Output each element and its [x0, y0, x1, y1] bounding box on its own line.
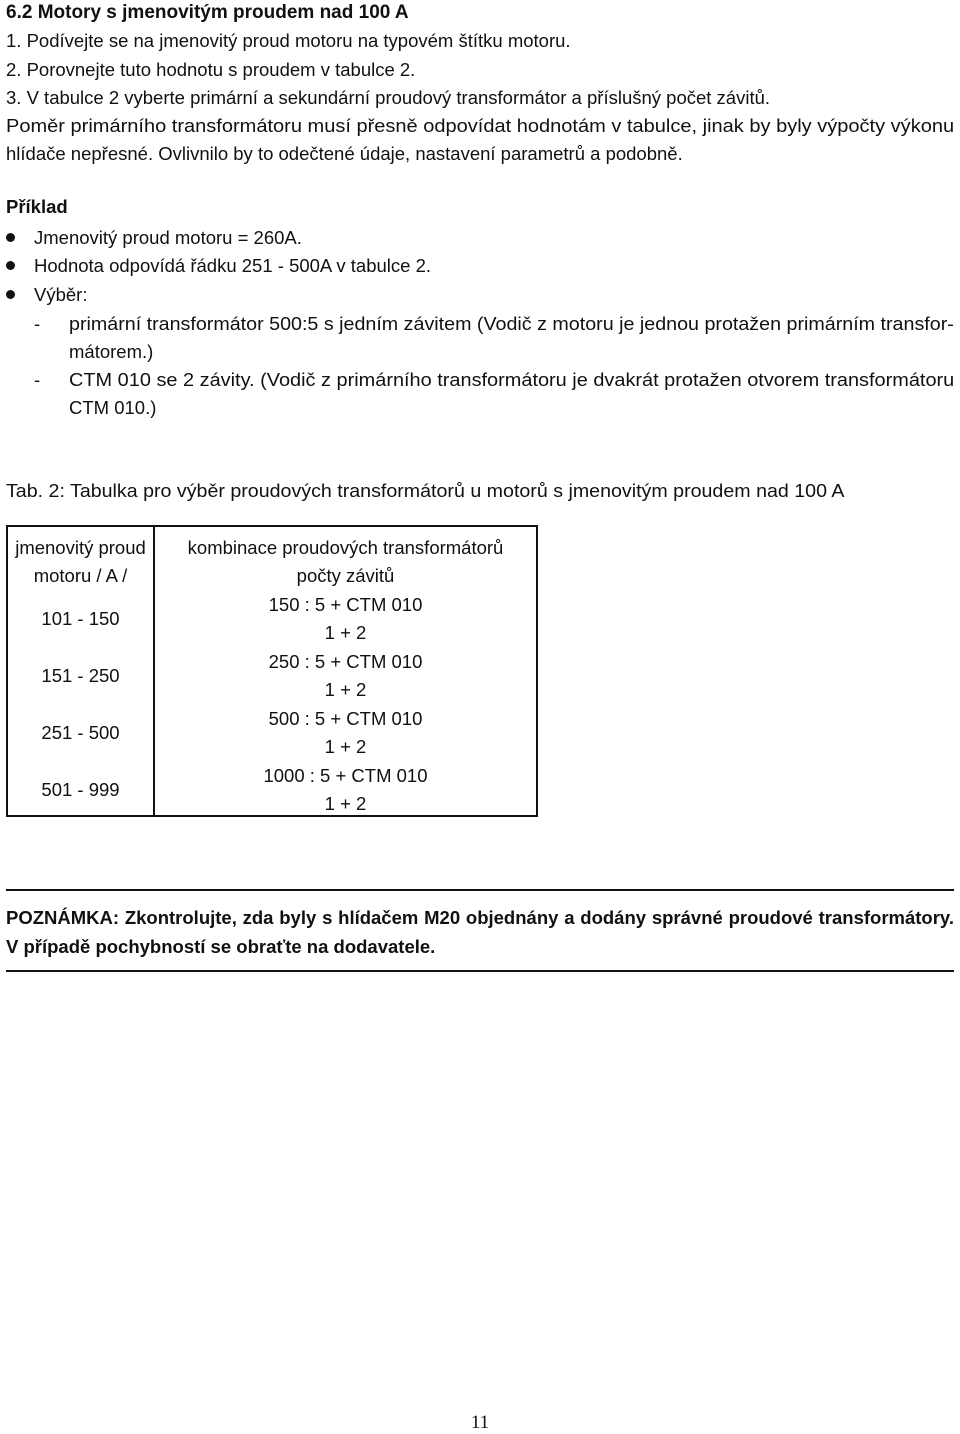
- step-1: 1. Podívejte se na jmenovitý proud motoru na typovém štítku motoru.: [6, 30, 571, 51]
- row-combination: 250 : 5 + CTM 010: [268, 651, 423, 672]
- header-rated-current-line-1: jmenovitý proud: [15, 537, 146, 558]
- sub-item-2-line-1: CTM 010 se 2 závity. (Vodič z primárního transformátoru je dvakrát protažen otvorem transformátoru: [69, 369, 955, 390]
- row-range: 501 - 999: [41, 779, 120, 800]
- row-combination: 500 : 5 + CTM 010: [268, 708, 423, 729]
- header-rated-current-line-2: motoru / A /: [33, 565, 128, 586]
- table-row: [8, 705, 153, 762]
- row-combination: 1000 : 5 + CTM 010: [263, 765, 428, 786]
- row-turns: 1 + 2: [324, 793, 367, 814]
- section-heading: 6.2 Motory s jmenovitým proudem nad 100 A: [6, 2, 409, 23]
- row-turns: 1 + 2: [324, 736, 367, 757]
- sub-item-dash: -: [34, 369, 41, 390]
- sub-item-2-line-2: CTM 010.): [69, 397, 157, 418]
- row-range: 251 - 500: [41, 722, 120, 743]
- table-caption: Tab. 2: Tabulka pro výběr proudových transformátorů u motorů s jmenovitým proudem nad 100 A: [6, 480, 845, 501]
- step-3: 3. V tabulce 2 vyberte primární a sekundární proudový transformátor a příslušný počet závitů.: [6, 87, 771, 108]
- sub-item-1-line-2: mátorem.): [69, 341, 154, 362]
- header-combination-line-2: počty závitů: [296, 565, 395, 586]
- table-row: [8, 762, 153, 819]
- row-combination: 150 : 5 + CTM 010: [268, 594, 423, 615]
- bullet-dot-icon: [6, 233, 15, 242]
- table-row: [8, 648, 153, 705]
- sub-item-dash: -: [34, 313, 41, 334]
- ct-selection-table: [6, 525, 538, 817]
- bullet-dot-icon: [6, 261, 15, 270]
- row-turns: 1 + 2: [324, 679, 367, 700]
- sub-item-1-line-1: primární transformátor 500:5 s jedním závitem (Vodič z motoru je jednou protažen primárním transfor-: [69, 313, 954, 334]
- example-bullet-2: Hodnota odpovídá řádku 251 - 500A v tabulce 2.: [34, 255, 432, 276]
- row-range: 101 - 150: [41, 608, 120, 629]
- page-number: 11: [470, 1412, 490, 1433]
- example-bullet-1: Jmenovitý proud motoru = 260A.: [34, 227, 302, 248]
- paragraph-line-2: hlídače nepřesné. Ovlivnilo by to odečtené údaje, nastavení parametrů a podobně.: [6, 143, 683, 164]
- note-top-rule: [6, 889, 954, 891]
- note-bottom-rule: [6, 970, 954, 972]
- note-text: POZNÁMKA: Zkontrolujte, zda byly s hlídačem M20 objednány a dodány správné proudové transformátory. V případě pochybností se obraťte na dodavatele.: [6, 907, 954, 957]
- table-row: [8, 591, 153, 648]
- row-turns: 1 + 2: [324, 622, 367, 643]
- example-title: Příklad: [6, 196, 68, 217]
- header-combination-line-1: kombinace proudových transformátorů: [187, 537, 504, 558]
- step-2: 2. Porovnejte tuto hodnotu s proudem v tabulce 2.: [6, 59, 416, 80]
- bullet-dot-icon: [6, 290, 15, 299]
- row-range: 151 - 250: [41, 665, 120, 686]
- example-bullet-3: Výběr:: [34, 284, 88, 305]
- paragraph-line-1: Poměr primárního transformátoru musí přesně odpovídat hodnotám v tabulce, jinak by byly výpočty výkonu: [6, 115, 955, 136]
